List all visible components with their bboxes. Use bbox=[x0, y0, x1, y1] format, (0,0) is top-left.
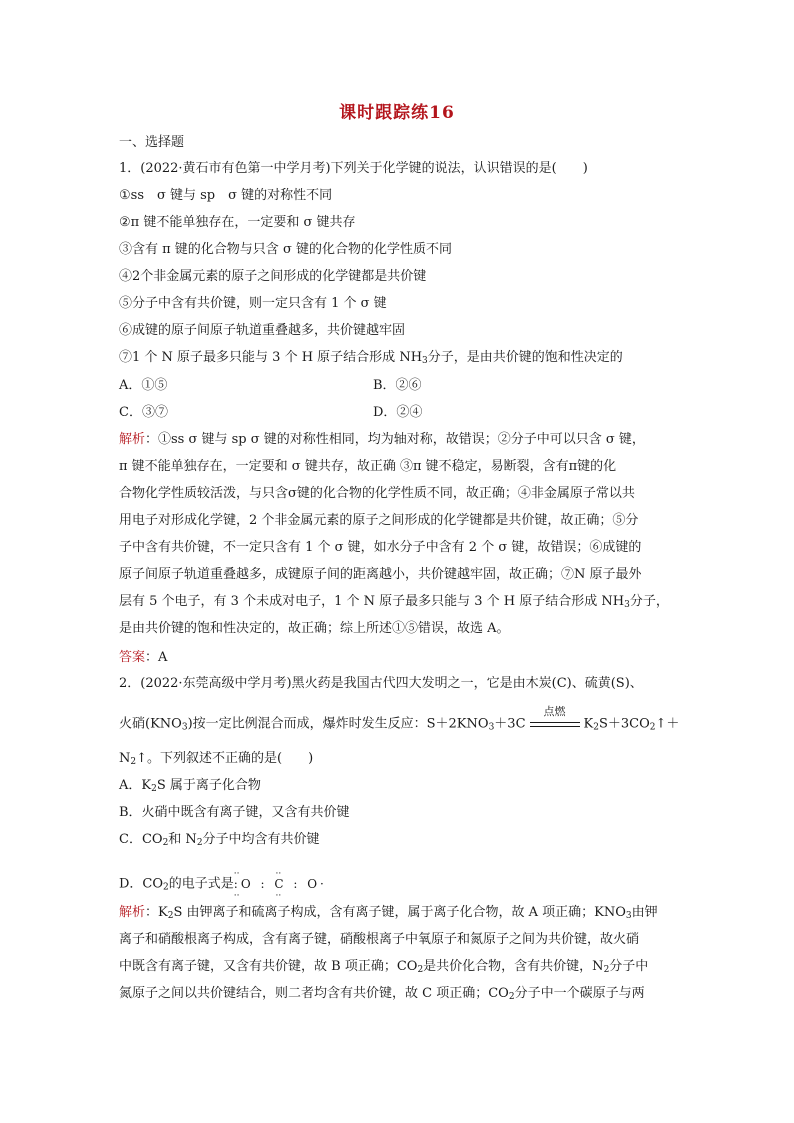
q1-analysis-line-6: 原子间原子轨道重叠越多，成键原子间的距离越小，共价键越牢固，故正确；⑦N 原子最外 bbox=[119, 567, 642, 582]
q1-analysis-line-3: 合物化学性质较活泼，与只含σ键的化合物的化学性质不同，故正确；④非金属原子常以共 bbox=[119, 486, 635, 501]
q2-stem-line-1: 2．(2022·东莞高级中学月考)黑火药是我国古代四大发明之一，它是由木炭(C)、硫黄(S)、 bbox=[119, 676, 643, 691]
q2-stem-line-2: 火硝$(KNO_3)$按一定比例混合而成，爆炸时发生反应：$S+2KNO_3+3C$ 点燃 $K_2S+3CO_2↑+$ bbox=[119, 705, 680, 733]
q1-analysis-line-1: 解析：①ss σ 键与 sp σ 键的对称性相同，均为轴对称，故错误；②分子中可以只含 σ 键， bbox=[119, 432, 645, 447]
q2-analysis-label: 解析 bbox=[119, 905, 146, 920]
q2-analysis-line-4: 氮原子之间以共价键结合，则二者均含有共价键，故 C 项正确；$CO_2$分子中一个碳原子与两 bbox=[119, 986, 645, 1002]
q1-statement-2: ②π 键不能单独存在，一定要和 σ 键共存 bbox=[119, 215, 356, 230]
q2-stem-line-3: $N_2↑$。下列叙述不正确的是( ) bbox=[119, 751, 314, 767]
q1-answer: 答案：A bbox=[119, 650, 168, 665]
q1-statement-4: ④2个非金属元素的原子之间形成的化学键都是共价键 bbox=[119, 269, 427, 284]
q1-answer-label: 答案 bbox=[119, 650, 146, 665]
q1-analysis-label: 解析 bbox=[119, 432, 146, 447]
q1-analysis-line-4: 用电子对形成化学键，2 个非金属元素的原子之间形成的化学键都是共价键，故正确；⑤分 bbox=[119, 513, 639, 528]
q1-statement-1: ①ss σ 键与 sp σ 键的对称性不同 bbox=[119, 188, 333, 203]
reaction-condition: 点燃 bbox=[543, 705, 566, 718]
reaction-arrow bbox=[530, 705, 580, 733]
q1-option-b: B．②⑥ bbox=[373, 378, 422, 393]
q1-analysis-line-2: π 键不能单独存在，一定要和 σ 键共存，故正确 ③π 键不稳定，易断裂，含有π键的化 bbox=[119, 459, 617, 474]
q2-option-d: D．$CO_2$的电子式是 ·· ·· :O : C : O· ·· ·· bbox=[119, 869, 327, 901]
q1-statement-3: ③含有 π 键的化合物与只含 σ 键的化合物的化学性质不同 bbox=[119, 242, 452, 257]
q2-analysis-line-3: 中既含有离子键，又含有共价键，故 B 项正确；$CO_2$是共价化合物，含有共价键，$N_2$分子中 bbox=[119, 959, 649, 975]
q2-option-b: B．火硝中既含有离子键，又含有共价键 bbox=[119, 805, 350, 820]
q1-analysis-line-5: 子中含有共价键，不一定只含有 1 个 σ 键，如水分子中含有 2 个 σ 键，故错误；⑥成键的 bbox=[119, 540, 642, 555]
section-heading: 一、选择题 bbox=[119, 135, 185, 150]
q1-analysis-line-8: 是由共价键的饱和性决定的，故正确；综上所述①⑤错误，故选 A。 bbox=[119, 621, 510, 636]
q2-option-c: C．$CO_2$和 $N_2$分子中均含有共价键 bbox=[119, 832, 320, 848]
q1-analysis-line-7: 层有 5 个电子，有 3 个未成对电子，1 个 N 原子最多只能与 3 个 H 原子结合形成 $NH_3$分子， bbox=[119, 594, 669, 610]
q1-statement-5: ⑤分子中含有共价键，则一定只含有 1 个 σ 键 bbox=[119, 296, 387, 311]
page-title: 课时跟踪练16 bbox=[339, 103, 455, 123]
q2-analysis-line-2: 离子和硝酸根离子构成，含有离子键，硝酸根离子中氧原子和氮原子之间为共价键，故火硝 bbox=[119, 932, 640, 947]
q1-option-d: D．②④ bbox=[373, 405, 423, 420]
q2-option-a: A．$K_2S$ 属于离子化合物 bbox=[119, 778, 261, 794]
q1-option-c: C．③⑦ bbox=[119, 405, 168, 420]
q1-option-a: A．①⑤ bbox=[119, 378, 168, 393]
q1-statement-7: ⑦1 个 N 原子最多只能与 3 个 H 原子结合形成 $NH_3$分子，是由共价键的饱和性决定的 bbox=[119, 350, 623, 366]
co2-lewis-structure: ·· ·· :O : C : O· ·· ·· bbox=[233, 869, 327, 901]
q1-stem: 1．(2022·黄石市有色第一中学月考)下列关于化学键的说法，认识错误的是( ) bbox=[119, 161, 588, 176]
q2-analysis-line-1: 解析：$K_2S$ 由钾离子和硫离子构成，含有离子键，属于离子化合物，故 A 项正确；$KNO_3$由钾 bbox=[119, 905, 658, 921]
q1-statement-6: ⑥成键的原子间原子轨道重叠越多，共价键越牢固 bbox=[119, 323, 406, 338]
